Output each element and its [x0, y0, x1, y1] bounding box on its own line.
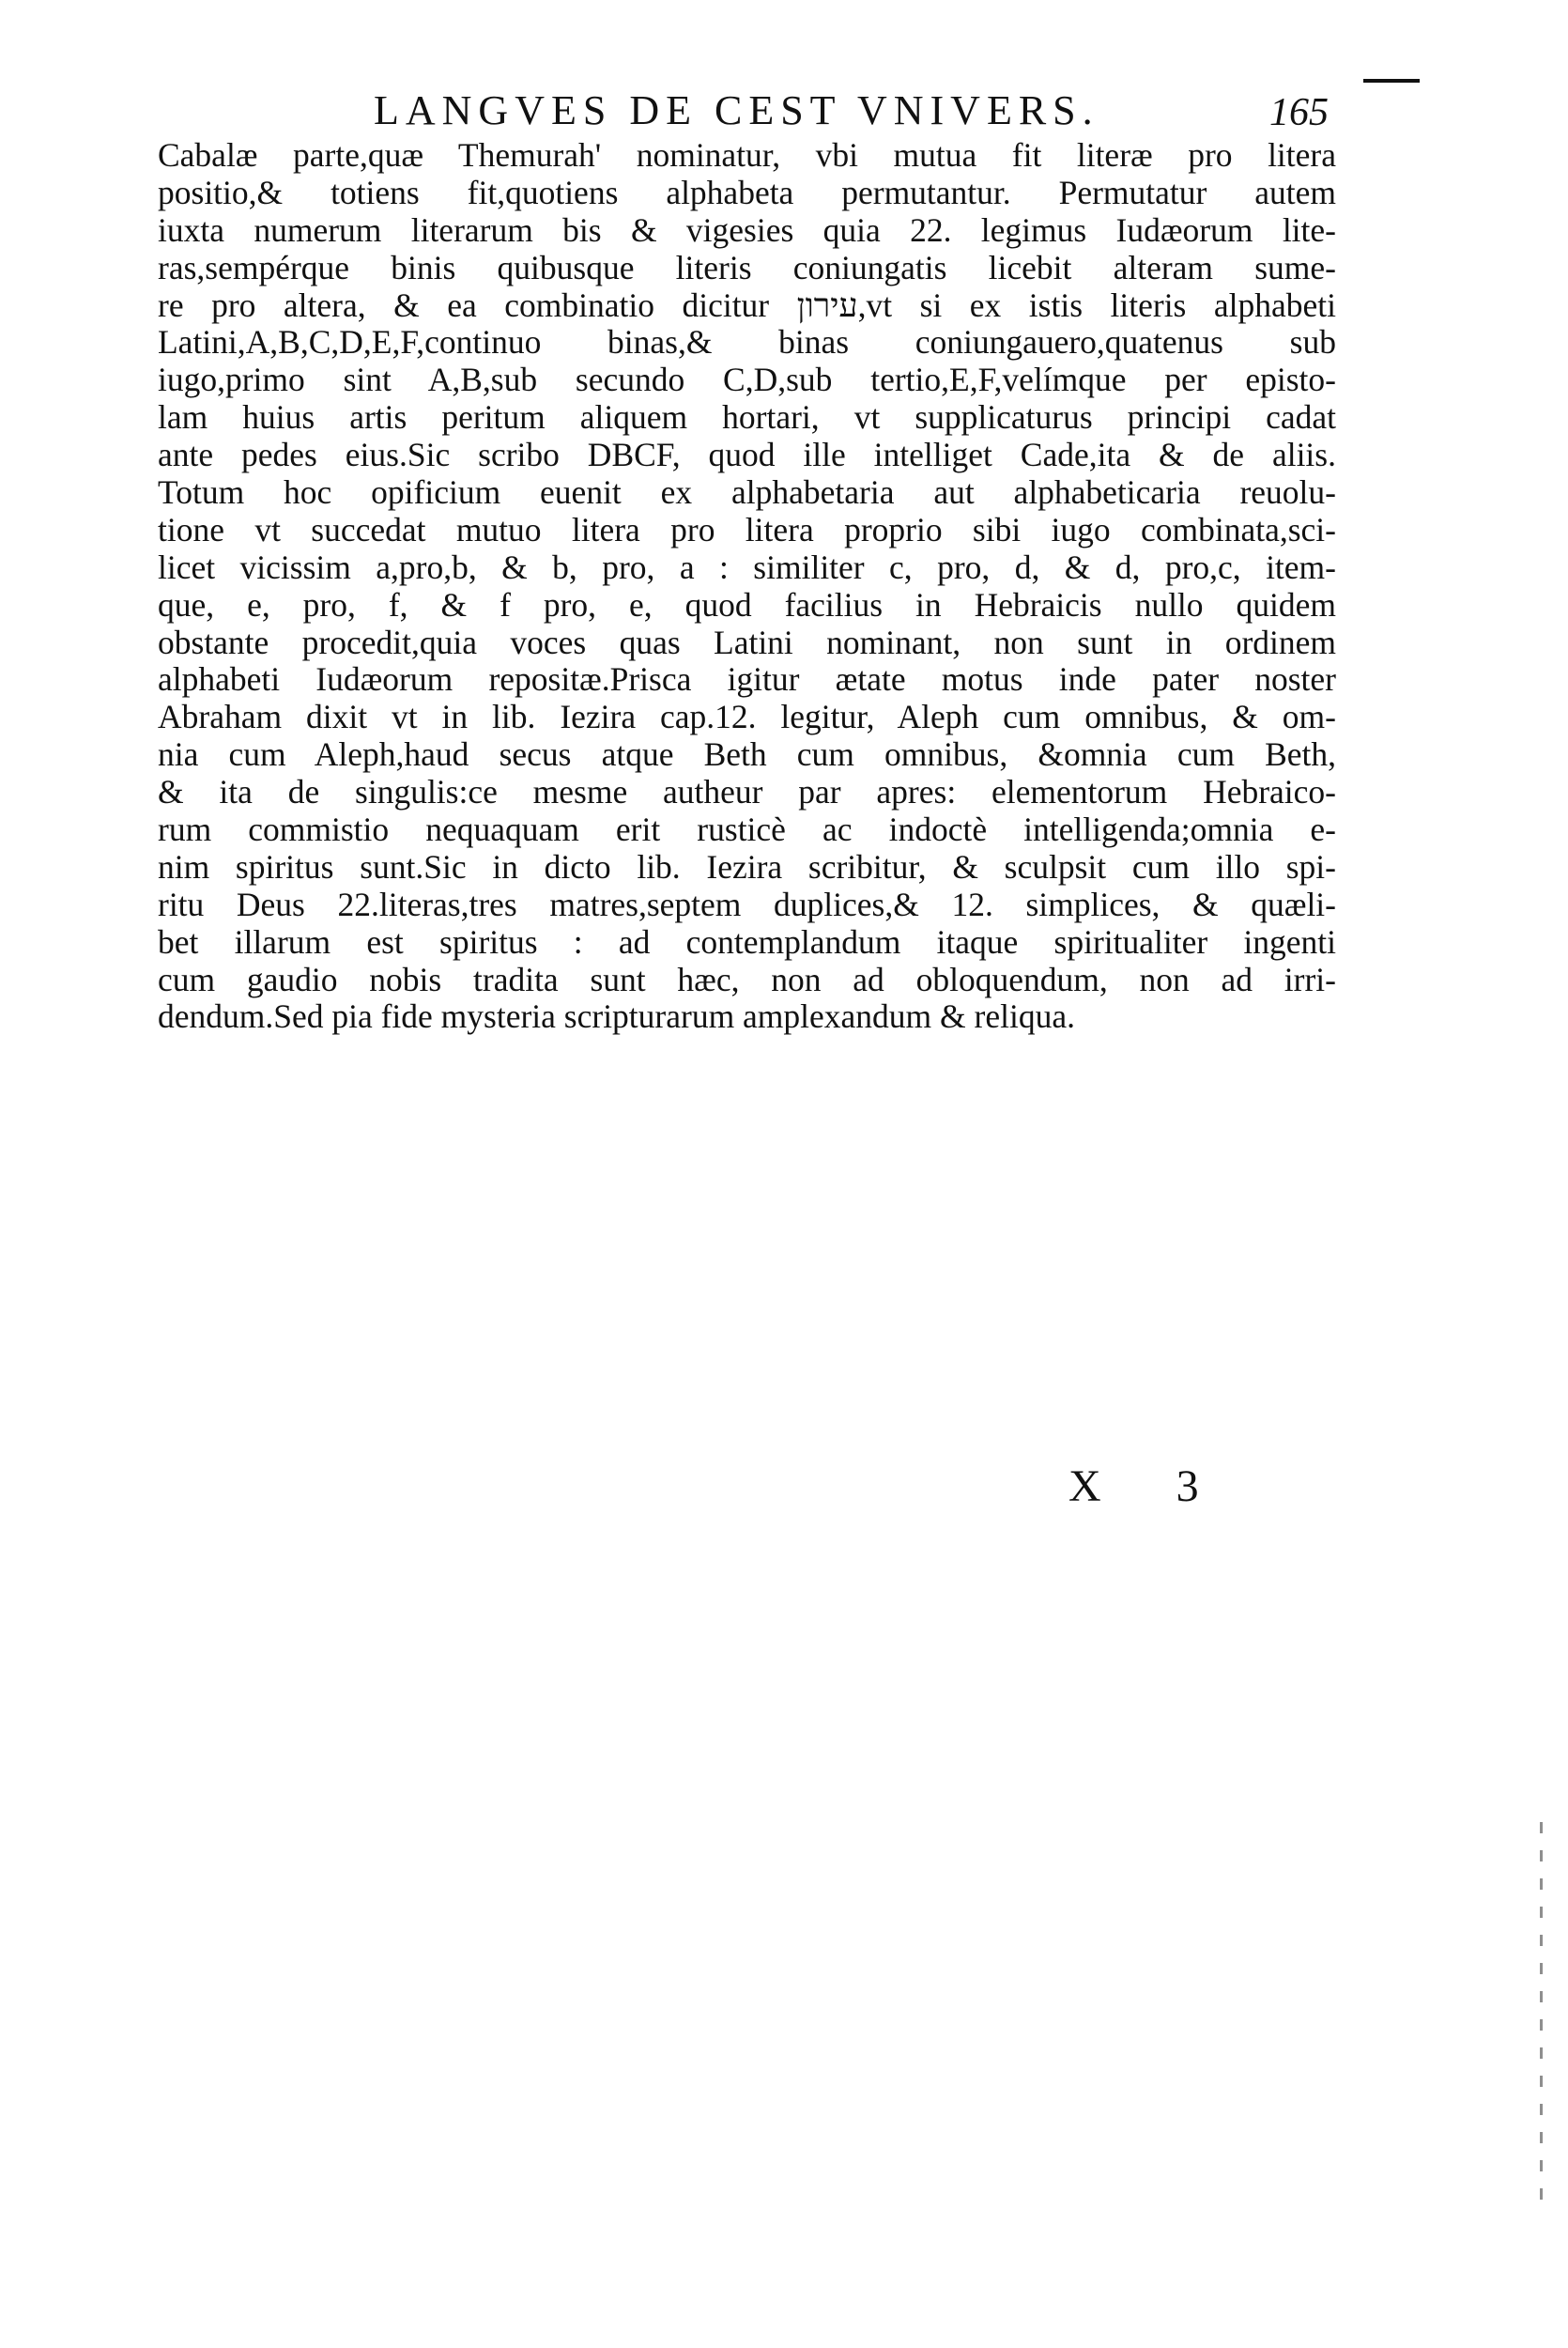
- text-line: tione vt succedat mutuo litera pro litera proprio sibi iugo combinata,sci-: [158, 510, 1336, 548]
- text-line: ras,sempérque binis quibusque literis coniungatis licebit alteram sume-: [158, 248, 1336, 286]
- text-line: obstante procedit,quia voces quas Latini nominant, non sunt in ordinem: [158, 623, 1336, 661]
- text-line: nia cum Aleph,haud secus atque Beth cum omnibus, &omnia cum Beth,: [158, 735, 1336, 774]
- signature-mark: X 3: [1068, 1461, 1231, 1511]
- text-line: re pro altera, & ea combinatio dicitur עירון,vt si ex istis literis alphabeti: [158, 286, 1336, 324]
- text-line: dendum.Sed pia fide mysteria scripturarum amplexandum & reliqua.: [158, 997, 1075, 1036]
- text-line: lam huius artis peritum aliquem hortari, vt supplicaturus principi cadat: [158, 398, 1336, 437]
- text-line: cum gaudio nobis tradita sunt hæc, non ad obloquendum, non ad irri-: [158, 960, 1336, 998]
- text-line: & ita de singulis:ce mesme autheur par apres: elementorum Hebraico-: [158, 773, 1336, 811]
- running-title: LANGVES DE CEST VNIVERS.: [374, 87, 1099, 133]
- binding-edge-marks: [1540, 1822, 1543, 2217]
- text-line: que, e, pro, f, & f pro, e, quod facilius in Hebraicis nullo quidem: [158, 585, 1336, 624]
- text-line: alphabeti Iudæorum repositæ.Prisca igitur ætate motus inde pater noster: [158, 660, 1336, 699]
- text-line: iugo,primo sint A,B,sub secundo C,D,sub tertio,E,F,velímque per episto-: [158, 361, 1336, 399]
- page-number: 165: [1269, 91, 1329, 134]
- text-line: Totum hoc opificium euenit ex alphabetaria aut alphabeticaria reuolu-: [158, 473, 1336, 512]
- text-line: ante pedes eius.Sic scribo DBCF, quod ille intelliget Cade,ita & de aliis.: [158, 436, 1336, 474]
- text-line: ritu Deus 22.literas,tres matres,septem duplices,& 12. simplices, & quæli-: [158, 885, 1336, 923]
- text-line: Abraham dixit vt in lib. Iezira cap.12. legitur, Aleph cum omnibus, & om-: [158, 698, 1336, 736]
- text-line: iuxta numerum literarum bis & vigesies quia 22. legimus Iudæorum lite-: [158, 210, 1336, 249]
- text-line: bet illarum est spiritus : ad contemplandum itaque spiritualiter ingenti: [158, 922, 1336, 961]
- corner-mark: [1363, 79, 1420, 83]
- text-line: Cabalæ parte,quæ Themurah' nominatur, vbi mutua fit literæ pro litera: [158, 136, 1336, 174]
- text-line: nim spiritus sunt.Sic in dicto lib. Iezira scribitur, & sculpsit cum illo spi-: [158, 847, 1336, 886]
- text-line: rum commistio nequaquam erit rusticè ac indoctè intelligenda;omnia e-: [158, 811, 1336, 849]
- body-text: [158, 137, 1336, 1036]
- text-line: Latini,A,B,C,D,E,F,continuo binas,& binas coniungauero,quatenus sub: [158, 323, 1336, 362]
- text-line: licet vicissim a,pro,b, & b, pro, a : similiter c, pro, d, & d, pro,c, item-: [158, 548, 1336, 586]
- text-line: positio,& totiens fit,quotiens alphabeta permutantur. Permutatur autem: [158, 173, 1336, 211]
